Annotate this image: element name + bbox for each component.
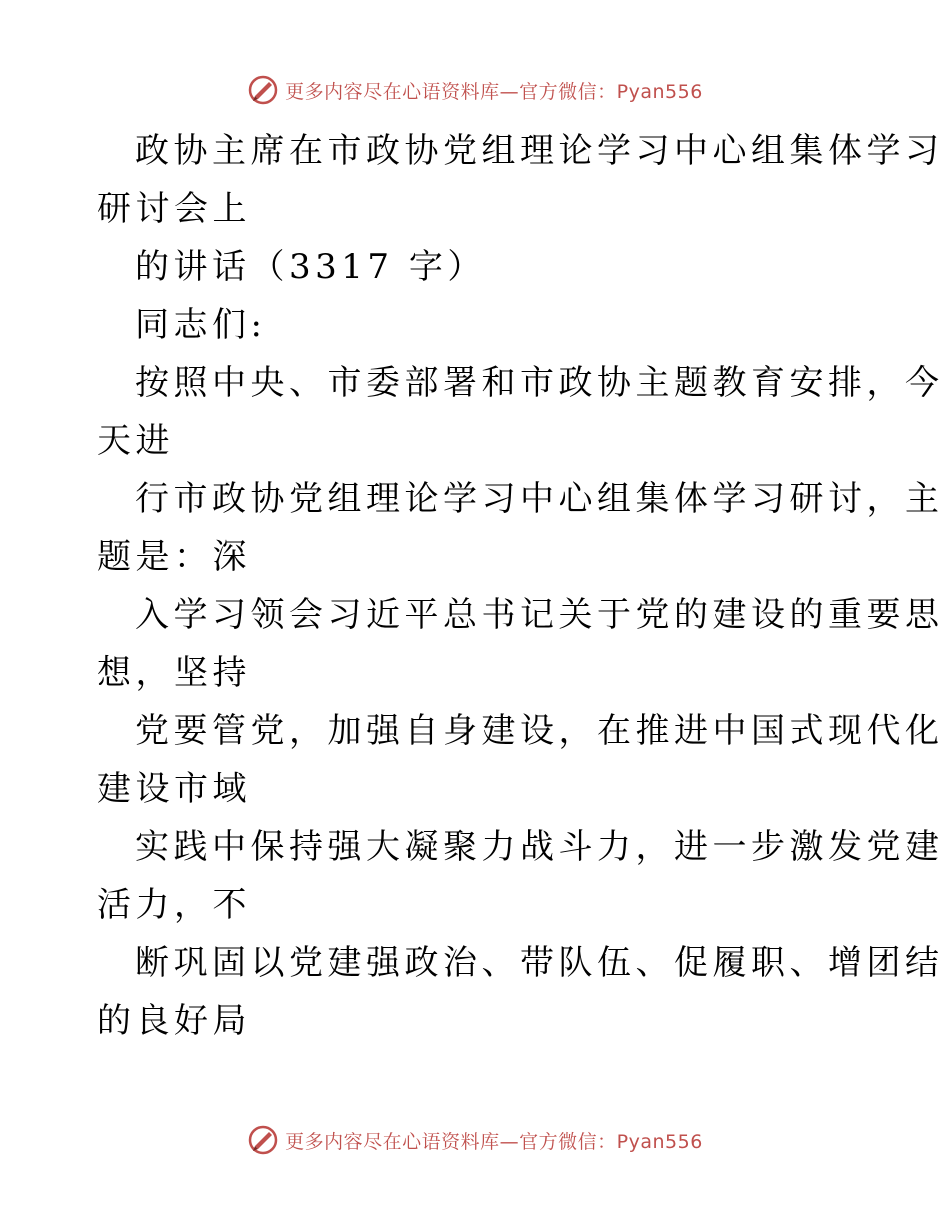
text-line: 同志们:: [135, 305, 267, 345]
text-line: 天进: [97, 421, 174, 461]
text-line: 的讲话（3317 字）: [135, 247, 486, 287]
text-line: 入学习领会习近平总书记关于党的建设的重要思: [135, 595, 944, 635]
text-line: 题是：深: [97, 537, 251, 577]
text-line: 按照中央、市委部署和市政协主题教育安排，今: [135, 363, 944, 403]
text-line: 活力，不: [97, 885, 251, 925]
text-line: 党要管党，加强自身建设，在推进中国式现代化: [135, 711, 944, 751]
text-line: 研讨会上: [97, 189, 251, 229]
text-line: 断巩固以党建强政治、带队伍、促履职、增团结: [135, 943, 944, 983]
text-line: 想，坚持: [97, 653, 251, 693]
text-line: 的良好局: [97, 1001, 251, 1041]
pen-logo-icon: [247, 74, 279, 106]
text-line: 建设市域: [97, 769, 251, 809]
document-body: [97, 122, 944, 1050]
pen-logo-icon: [247, 1124, 279, 1156]
watermark-header: [0, 70, 950, 110]
watermark-text: 更多内容尽在心语资料库—官方微信：Pyan556: [285, 1130, 703, 1153]
watermark-footer: [0, 1120, 950, 1160]
text-line: 实践中保持强大凝聚力战斗力，进一步激发党建: [135, 827, 944, 867]
text-line: 行市政协党组理论学习中心组集体学习研讨，主: [135, 479, 944, 519]
watermark-text: 更多内容尽在心语资料库—官方微信：Pyan556: [285, 80, 703, 103]
text-line: 政协主席在市政协党组理论学习中心组集体学习: [135, 131, 944, 171]
